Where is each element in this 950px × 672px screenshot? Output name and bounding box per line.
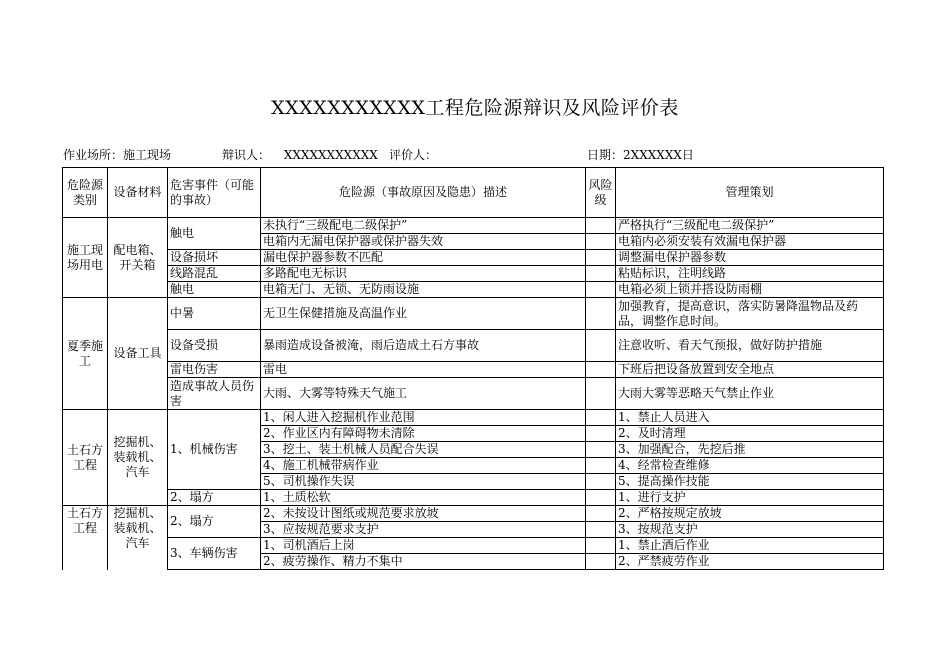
- event-cell: 中暑: [168, 298, 261, 330]
- strategy-cell: 严格执行“三级配电二级保护”: [616, 218, 884, 234]
- equipment-cell: 挖掘机、装载机、汽车: [108, 410, 168, 506]
- event-cell: 雷电伤害: [168, 362, 261, 378]
- work-site: [63, 146, 171, 163]
- equipment-cell: 挖掘机、装载机、汽车: [108, 506, 168, 570]
- strategy-cell: 加强教育，提高意识，落实防暑降温物品及药品，调整作息时间。: [616, 298, 884, 330]
- work-site-label: 作业场所：: [63, 148, 124, 162]
- table-row: [63, 250, 884, 266]
- strategy-cell: 3、加强配合，先挖后推: [616, 442, 884, 458]
- table-row: [63, 298, 884, 330]
- event-cell: 3、车辆伤害: [168, 538, 261, 570]
- risk-level-cell: [586, 458, 616, 474]
- strategy-cell: 电箱内必须安装有效漏电保护器: [616, 234, 884, 250]
- strategy-cell: 电箱必须上锁并搭设防雨棚: [616, 282, 884, 298]
- description-cell: 2、疲劳操作、精力不集中: [261, 554, 586, 570]
- risk-level-cell: [586, 298, 616, 330]
- description-cell: 暴雨造成设备被淹，雨后造成土石方事故: [261, 330, 586, 362]
- header-row: [63, 168, 884, 218]
- table-row: [63, 266, 884, 282]
- equipment-cell: 配电箱、开关箱: [108, 218, 168, 298]
- risk-level-cell: [586, 250, 616, 266]
- description-cell: 3、应按规范要求支护: [261, 522, 586, 538]
- description-cell: 1、司机酒后上岗: [261, 538, 586, 554]
- risk-level-cell: [586, 474, 616, 490]
- event-cell: 设备受损: [168, 330, 261, 362]
- table-row: [63, 410, 884, 426]
- header-risk-level: 风险级: [586, 168, 616, 218]
- description-cell: 多路配电无标识: [261, 266, 586, 282]
- description-cell: 3、挖土、装土机械人员配合失误: [261, 442, 586, 458]
- strategy-cell: 注意收听、看天气预报，做好防护措施: [616, 330, 884, 362]
- description-cell: 5、司机操作失误: [261, 474, 586, 490]
- header-description: 危险源（事故原因及隐患）描述: [261, 168, 586, 218]
- risk-level-cell: [586, 218, 616, 234]
- description-cell: 2、作业区内有障碍物未清除: [261, 426, 586, 442]
- table-row: [63, 538, 884, 554]
- event-cell: 线路混乱: [168, 266, 261, 282]
- description-cell: 1、土质松软: [261, 490, 586, 506]
- strategy-cell: 1、禁止酒后作业: [616, 538, 884, 554]
- risk-level-cell: [586, 410, 616, 426]
- identifier-value: XXXXXXXXXXX: [283, 148, 378, 162]
- strategy-cell: 2、严禁疲劳作业: [616, 554, 884, 570]
- table-row: [63, 506, 884, 522]
- category-cell: 土石方工程: [63, 410, 108, 506]
- equipment-cell: 设备工具: [108, 298, 168, 410]
- risk-level-cell: [586, 554, 616, 570]
- description-cell: 电箱内无漏电保护器或保护器失效: [261, 234, 586, 250]
- strategy-cell: 1、禁止人员进入: [616, 410, 884, 426]
- strategy-cell: 1、进行支护: [616, 490, 884, 506]
- header-equipment: 设备材料: [108, 168, 168, 218]
- risk-level-cell: [586, 490, 616, 506]
- risk-level-cell: [586, 282, 616, 298]
- risk-level-cell: [586, 378, 616, 410]
- description-cell: 无卫生保健措施及高温作业: [261, 298, 586, 330]
- event-cell: 2、塌方: [168, 490, 261, 506]
- risk-level-cell: [586, 234, 616, 250]
- risk-level-cell: [586, 538, 616, 554]
- table-row: [63, 490, 884, 506]
- event-cell: 触电: [168, 282, 261, 298]
- strategy-cell: 下班后把设备放置到安全地点: [616, 362, 884, 378]
- risk-level-cell: [586, 522, 616, 538]
- strategy-cell: 2、及时清理: [616, 426, 884, 442]
- header-category: 危险源类别: [63, 168, 108, 218]
- date-value: 2XXXXXX日: [623, 148, 694, 162]
- risk-level-cell: [586, 506, 616, 522]
- description-cell: 2、未按设计图纸或规范要求放坡: [261, 506, 586, 522]
- event-cell: 2、塌方: [168, 506, 261, 538]
- risk-table: [62, 167, 884, 570]
- risk-level-cell: [586, 330, 616, 362]
- table-row: [63, 282, 884, 298]
- header-event: 危害事件（可能的事故）: [168, 168, 261, 218]
- strategy-cell: 调整漏电保护器参数: [616, 250, 884, 266]
- description-cell: 雷电: [261, 362, 586, 378]
- table-row: [63, 378, 884, 410]
- evaluator-label: 评价人：: [389, 148, 438, 162]
- strategy-cell: 4、经常检查维修: [616, 458, 884, 474]
- work-site-value: 施工现场: [123, 148, 172, 162]
- description-cell: 漏电保护器参数不匹配: [261, 250, 586, 266]
- date-label: 日期：: [587, 148, 624, 162]
- risk-level-cell: [586, 266, 616, 282]
- strategy-cell: 粘贴标识，注明线路: [616, 266, 884, 282]
- identifier: [222, 146, 378, 163]
- description-cell: 电箱无门、无锁、无防雨设施: [261, 282, 586, 298]
- event-cell: 设备损坏: [168, 250, 261, 266]
- identifier-label: 辩识人：: [222, 148, 271, 162]
- category-cell: 夏季施工: [63, 298, 108, 410]
- event-cell: 触电: [168, 218, 261, 250]
- evaluator: [389, 146, 437, 163]
- category-cell: 土石方工程: [63, 506, 108, 570]
- description-cell: 4、施工机械带病作业: [261, 458, 586, 474]
- table-row: [63, 218, 884, 234]
- description-cell: 大雨、大雾等特殊天气施工: [261, 378, 586, 410]
- date: [587, 146, 694, 163]
- strategy-cell: 2、严格按规定放坡: [616, 506, 884, 522]
- table-row: [63, 362, 884, 378]
- risk-level-cell: [586, 442, 616, 458]
- header-strategy: 管理策划: [616, 168, 884, 218]
- table-row: [63, 330, 884, 362]
- page-title: XXXXXXXXXXX工程危险源辩识及风险评价表: [271, 97, 679, 119]
- description-cell: 未执行“三级配电二级保护”: [261, 218, 586, 234]
- category-cell: 施工现场用电: [63, 218, 108, 298]
- strategy-cell: 大雨大雾等恶略天气禁止作业: [616, 378, 884, 410]
- risk-level-cell: [586, 362, 616, 378]
- event-cell: 造成事故人员伤害: [168, 378, 261, 410]
- strategy-cell: 3、按规范支护: [616, 522, 884, 538]
- strategy-cell: 5、提高操作技能: [616, 474, 884, 490]
- risk-level-cell: [586, 426, 616, 442]
- event-cell: 1、机械伤害: [168, 410, 261, 490]
- description-cell: 1、闲人进入挖掘机作业范围: [261, 410, 586, 426]
